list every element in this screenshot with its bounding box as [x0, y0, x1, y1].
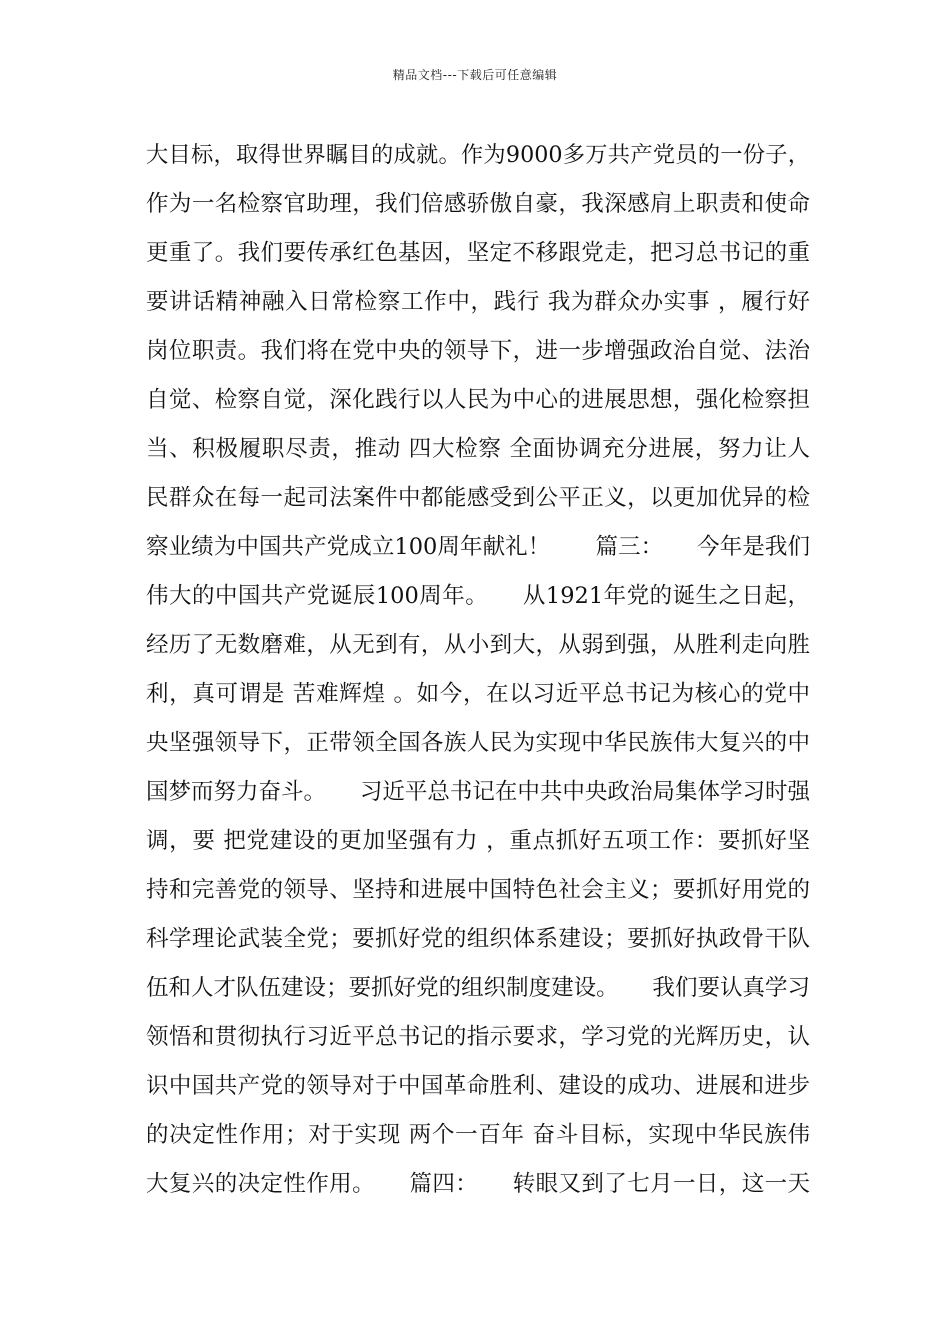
text-line: 调，要 把党建设的更加坚强有力 ，重点抓好五项工作：要抓好坚: [146, 828, 810, 854]
text-line: 领悟和贯彻执行习近平总书记的指示要求，学习党的光辉历史，认: [146, 1024, 810, 1050]
text-line: 大复兴的决定性作用。 篇四： 转眼又到了七月一日，这一天: [146, 1171, 810, 1197]
page-header: 精品文档---下载后可任意编辑: [392, 68, 558, 82]
text-line: 国梦而努力奋斗。 习近平总书记在中共中央政治局集体学习时强: [146, 779, 810, 805]
text-line: 利，真可谓是 苦难辉煌 。如今，在以习近平总书记为核心的党中: [146, 681, 810, 707]
document-body: [146, 131, 810, 1209]
text-line: 大目标，取得世界瞩目的成就。作为9000多万共产党员的一份子，: [146, 142, 810, 168]
text-line: 作为一名检察官助理，我们倍感骄傲自豪，我深感肩上职责和使命: [146, 191, 810, 217]
text-line: 伍和人才队伍建设；要抓好党的组织制度建设。 我们要认真学习: [146, 975, 810, 1001]
text-line: 当、积极履职尽责，推动 四大检察 全面协调充分进展，努力让人: [146, 436, 810, 462]
text-line: 经历了无数磨难，从无到有，从小到大，从弱到强，从胜利走向胜: [146, 632, 810, 658]
text-line: 察业绩为中国共产党成立100周年献礼！ 篇三： 今年是我们: [146, 534, 810, 560]
text-line: 央坚强领导下，正带领全国各族人民为实现中华民族伟大复兴的中: [146, 730, 810, 756]
text-line: 岗位职责。我们将在党中央的领导下，进一步增强政治自觉、法治: [146, 338, 810, 364]
text-line: 识中国共产党的领导对于中国革命胜利、建设的成功、进展和进步: [146, 1073, 810, 1099]
text-line: 更重了。我们要传承红色基因，坚定不移跟党走，把习总书记的重: [146, 240, 810, 266]
text-line: 科学理论武装全党；要抓好党的组织体系建设；要抓好执政骨干队: [146, 926, 810, 952]
text-line: 民群众在每一起司法案件中都能感受到公平正义，以更加优异的检: [146, 485, 810, 511]
text-line: 的决定性作用；对于实现 两个一百年 奋斗目标，实现中华民族伟: [146, 1122, 810, 1148]
text-line: 要讲话精神融入日常检察工作中，践行 我为群众办实事 ，履行好: [146, 289, 810, 315]
text-line: 伟大的中国共产党诞辰100周年。 从1921年党的诞生之日起，: [146, 583, 810, 609]
text-line: 持和完善党的领导、坚持和进展中国特色社会主义；要抓好用党的: [146, 877, 810, 903]
text-line: 自觉、检察自觉，深化践行以人民为中心的进展思想，强化检察担: [146, 387, 810, 413]
